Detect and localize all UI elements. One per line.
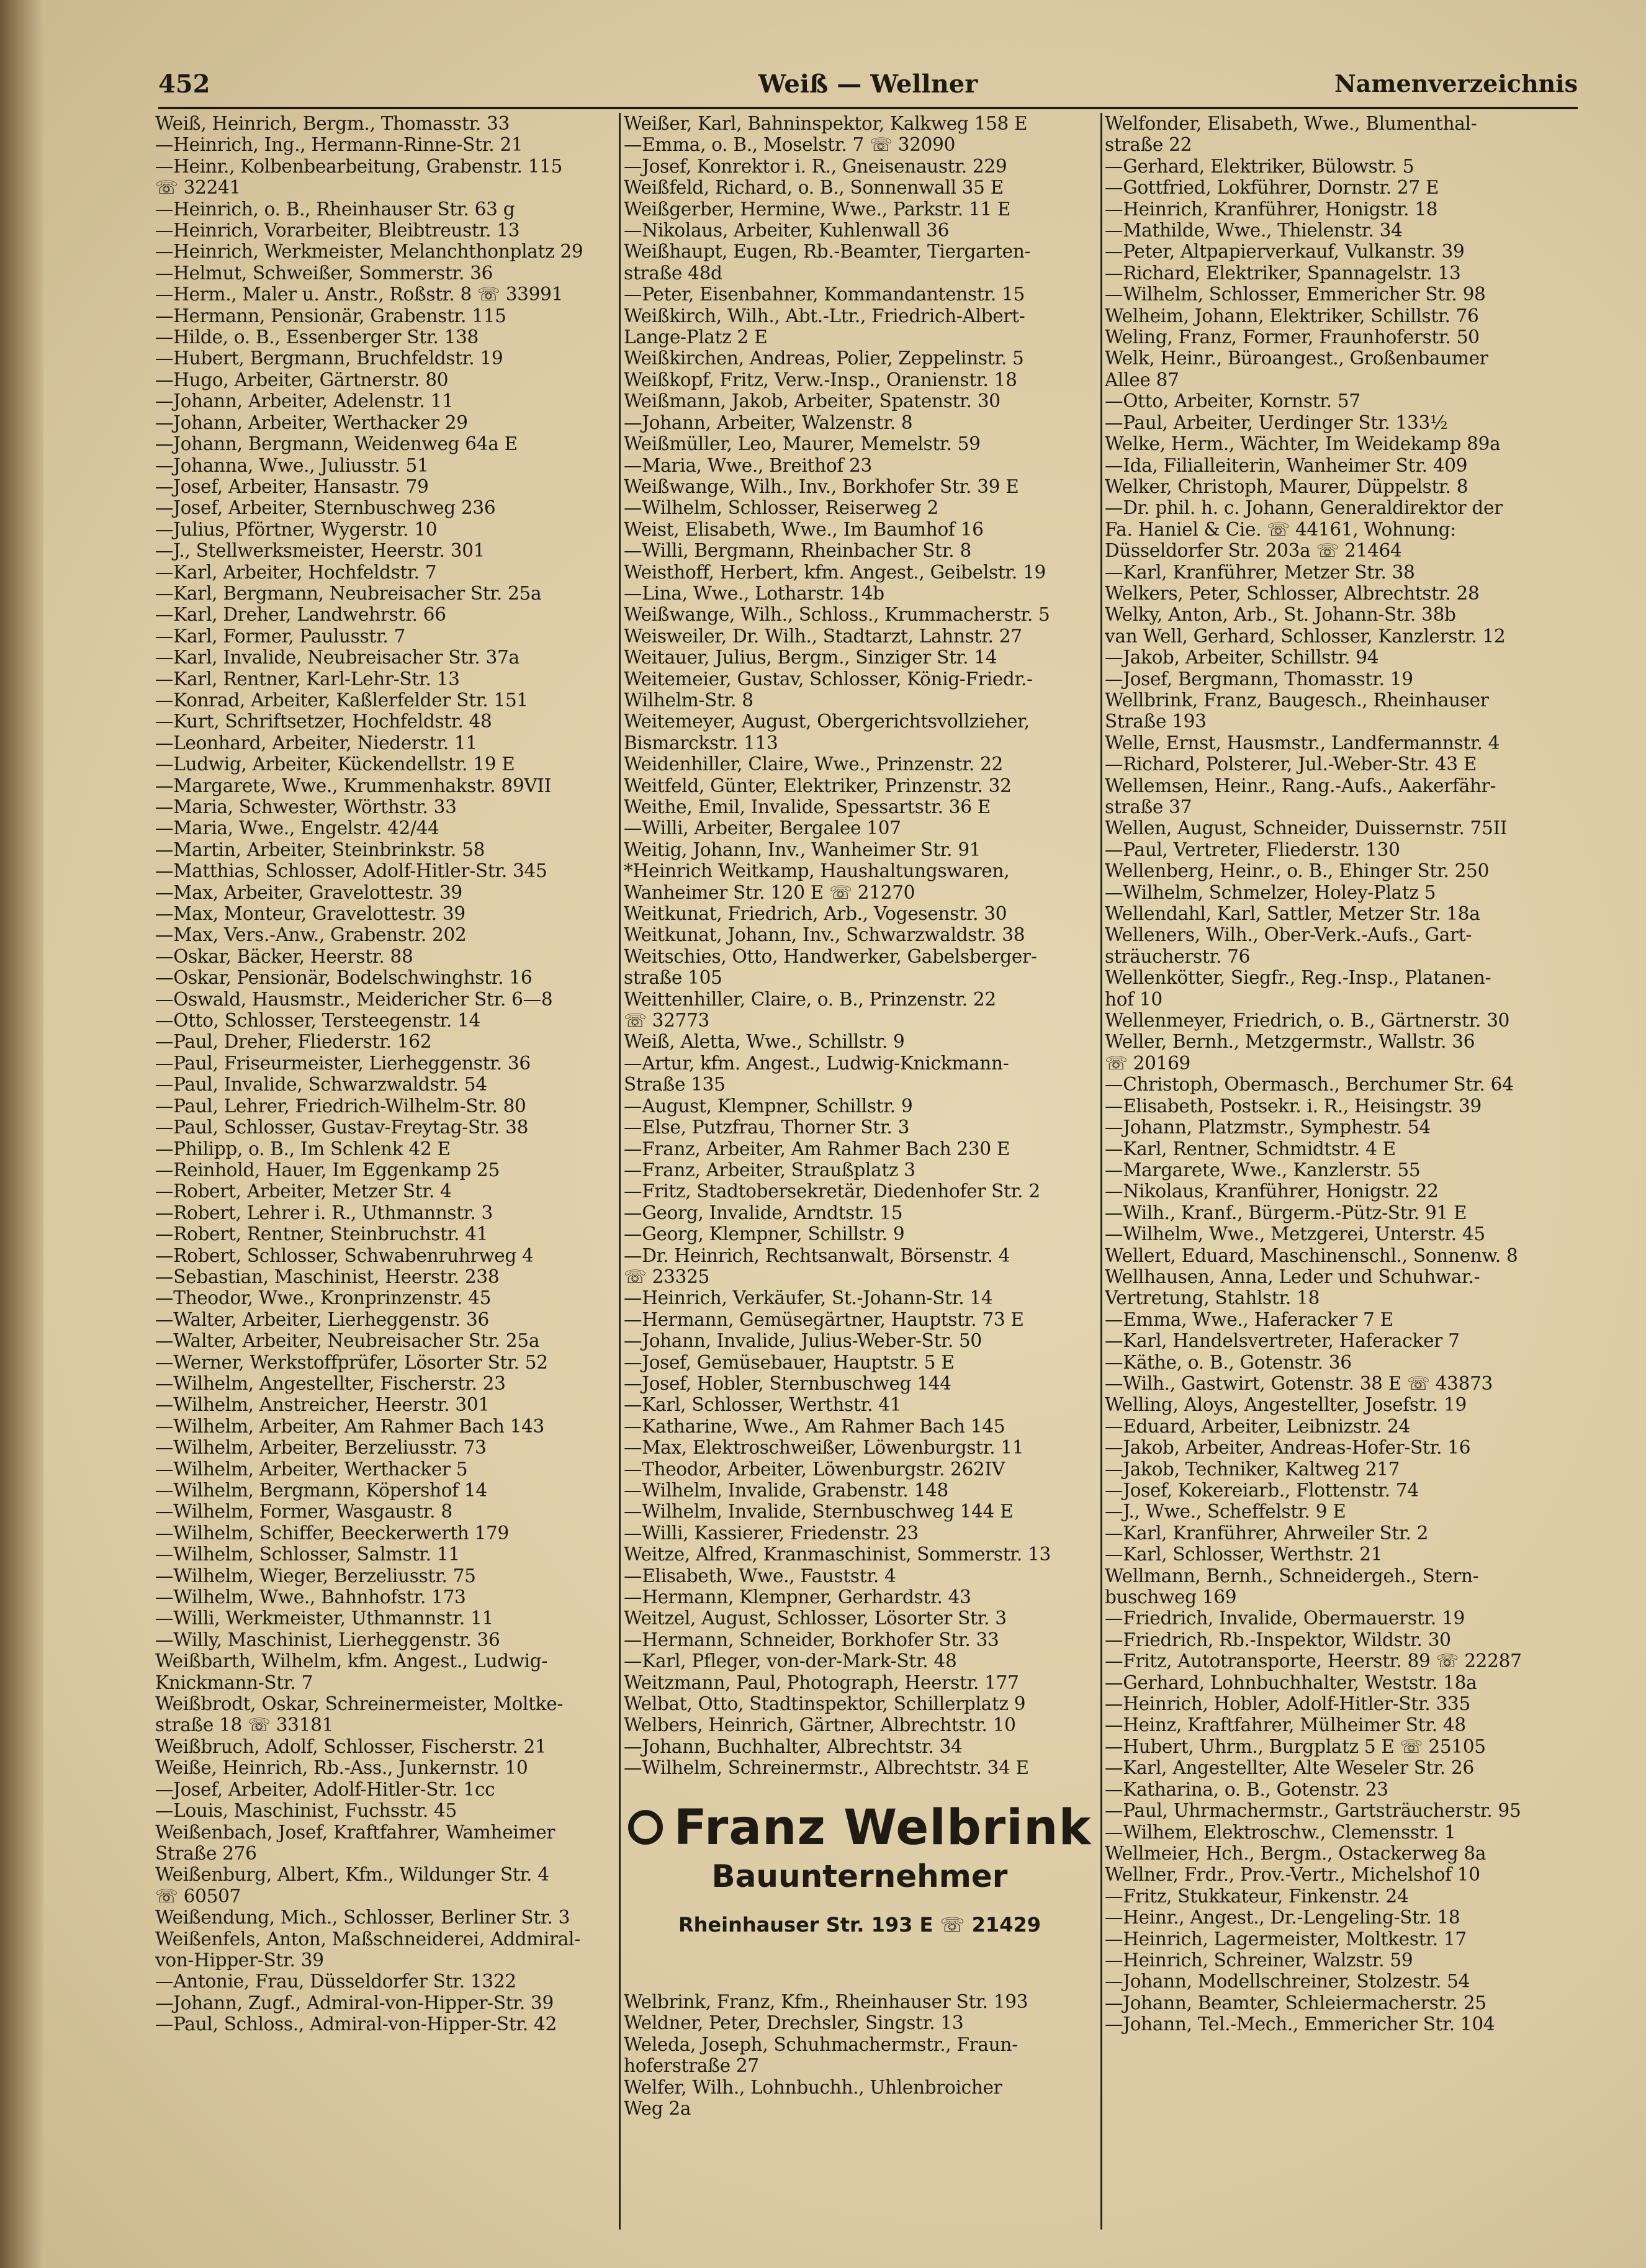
directory-entry: Welke, Herm., Wächter, Im Weidekamp 89a (1105, 433, 1501, 455)
column-2-continued (624, 1991, 1102, 2119)
name-range: Weiß — Wellner (758, 70, 978, 99)
directory-entry: Weitauer, Julius, Bergm., Sinziger Str. 14 (624, 647, 997, 668)
directory-entry: —Sebastian, Maschinist, Heerstr. 238 (155, 1266, 500, 1287)
directory-entry: —Hermann, Gemüsegärtner, Hauptstr. 73 E (624, 1308, 1024, 1330)
directory-entry: —Robert, Arbeiter, Metzer Str. 4 (155, 1181, 452, 1202)
directory-entry: —Wilhelm, Invalide, Grabenstr. 148 (624, 1480, 948, 1501)
directory-entry: —Louis, Maschinist, Fuchsstr. 45 (155, 1800, 457, 1822)
directory-entry: —Max, Monteur, Gravelottestr. 39 (155, 903, 465, 925)
directory-entry: —Karl, Pfleger, von-der-Mark-Str. 48 (624, 1650, 957, 1672)
directory-entry: —Reinhold, Hauer, Im Eggenkamp 25 (155, 1159, 500, 1181)
column-3 (1105, 113, 1583, 2035)
directory-entry: —Paul, Vertreter, Fliederstr. 130 (1105, 839, 1400, 860)
directory-entry: Düsseldorfer Str. 203a ☏ 21464 (1105, 540, 1402, 562)
directory-entry: —Fritz, Autotransporte, Heerstr. 89 ☏ 22287 (1105, 1650, 1522, 1672)
directory-entry: —Robert, Schlosser, Schwabenruhrweg 4 (155, 1244, 534, 1266)
directory-entry: Weißfeld, Richard, o. B., Sonnenwall 35 E (624, 177, 1004, 199)
directory-entry: Welbat, Otto, Stadtinspektor, Schillerplatz 9 (624, 1693, 1026, 1715)
directory-entry: —Josef, Arbeiter, Sternbuschweg 236 (155, 497, 496, 519)
directory-entry: —Gerhard, Elektriker, Bülowstr. 5 (1105, 155, 1414, 177)
directory-entry: —Wilhelm, Schreinermstr., Albrechtstr. 34 E (624, 1757, 1029, 1779)
directory-entry: —Mathilde, Wwe., Thielenstr. 34 (1105, 220, 1403, 241)
directory-entry: —Else, Putzfrau, Thorner Str. 3 (624, 1117, 910, 1138)
directory-entry: Weisweiler, Dr. Wilh., Stadtarzt, Lahnstr. 27 (624, 625, 1022, 647)
directory-entry: —Friedrich, Invalide, Obermauerstr. 19 (1105, 1608, 1465, 1629)
directory-entry: —Theodor, Arbeiter, Löwenburgstr. 262IV (624, 1458, 1005, 1480)
directory-entry: ☏ 23325 (624, 1266, 710, 1287)
directory-entry: —Heinrich, Verkäufer, St.-Johann-Str. 14 (624, 1287, 993, 1309)
directory-entry: —Heinz, Kraftfahrer, Mülheimer Str. 48 (1105, 1714, 1466, 1736)
directory-entry: Weitzel, August, Schlosser, Lösorter Str. 3 (624, 1608, 1007, 1629)
directory-entry: —Willy, Maschinist, Lierheggenstr. 36 (155, 1629, 500, 1650)
directory-entry: —Paul, Lehrer, Friedrich-Wilhelm-Str. 80 (155, 1095, 526, 1117)
directory-entry: Weidenhiller, Claire, Wwe., Prinzenstr. 22 (624, 754, 1003, 775)
directory-entry: —Wilhelm, Arbeiter, Am Rahmer Bach 143 (155, 1415, 545, 1437)
binding-edge (0, 0, 43, 2268)
directory-entry: —Leonhard, Arbeiter, Niederstr. 11 (155, 732, 477, 754)
directory-entry: Wellendahl, Karl, Sattler, Metzer Str. 18a (1105, 903, 1480, 925)
directory-entry: ☏ 20169 (1105, 1052, 1191, 1074)
directory-entry: Weißenfels, Anton, Maßschneiderei, Addmiral- (155, 1928, 580, 1950)
directory-entry: Weißmann, Jakob, Arbeiter, Spatenstr. 30 (624, 390, 1001, 412)
directory-entry: —Emma, o. B., Moselstr. 7 ☏ 32090 (624, 134, 956, 156)
directory-entry: Weißwange, Wilh., Inv., Borkhofer Str. 39 E (624, 475, 1019, 497)
directory-entry: van Well, Gerhard, Schlosser, Kanzlerstr. 12 (1105, 625, 1506, 647)
directory-entry: Welfonder, Elisabeth, Wwe., Blumenthal- (1105, 113, 1477, 134)
directory-entry: —Wilhelm, Wwe., Metzgerei, Unterstr. 45 (1105, 1223, 1485, 1245)
directory-entry: Wellenkötter, Siegfr., Reg.-Insp., Platanen- (1105, 967, 1491, 989)
directory-entry: —Karl, Rentner, Karl-Lehr-Str. 13 (155, 668, 460, 690)
directory-entry: —Johann, Buchhalter, Albrechtstr. 34 (624, 1735, 963, 1757)
directory-entry: —Heinrich, Werkmeister, Melanchthonplatz 29 (155, 241, 583, 263)
directory-entry: —Karl, Handelsvertreter, Haferacker 7 (1105, 1330, 1460, 1352)
directory-entry: Weiße, Heinrich, Rb.-Ass., Junkernstr. 10 (155, 1757, 528, 1779)
directory-entry: —Oswald, Hausmstr., Meidericher Str. 6—8 (155, 988, 553, 1010)
directory-entry: —Josef, Hobler, Sternbuschweg 144 (624, 1372, 951, 1394)
directory-entry: —Wilh., Gastwirt, Gotenstr. 38 E ☏ 43873 (1105, 1372, 1493, 1394)
directory-entry: —Johann, Zugf., Admiral-von-Hipper-Str. 39 (155, 1992, 554, 2014)
directory-entry: —Margarete, Wwe., Krummenhakstr. 89VII (155, 775, 552, 796)
directory-entry: Weißendung, Mich., Schlosser, Berliner Str. 3 (155, 1907, 570, 1928)
directory-entry: —Otto, Schlosser, Tersteegenstr. 14 (155, 1010, 481, 1032)
directory-entry: —Wilhelm, Former, Wasgaustr. 8 (155, 1501, 452, 1523)
directory-entry: —August, Klempner, Schillstr. 9 (624, 1095, 913, 1117)
directory-entry: —Karl, Schlosser, Werthstr. 41 (624, 1394, 902, 1416)
directory-entry: —Karl, Arbeiter, Hochfeldstr. 7 (155, 561, 437, 583)
directory-entry: —Matthias, Schlosser, Adolf-Hitler-Str. 345 (155, 860, 547, 882)
directory-entry: —Philipp, o. B., Im Schlenk 42 E (155, 1138, 451, 1159)
directory-entry: straße 37 (1105, 796, 1192, 817)
directory-entry: Weitig, Johann, Inv., Wanheimer Str. 91 (624, 839, 981, 860)
directory-entry: —Walter, Arbeiter, Neubreisacher Str. 25a (155, 1330, 540, 1352)
directory-entry: Weißkirchen, Andreas, Polier, Zeppelinstr. 5 (624, 348, 1024, 369)
directory-entry: Wellenberg, Heinr., o. B., Ehinger Str. 250 (1105, 860, 1490, 882)
directory-entry: Welfer, Wilh., Lohnbuchh., Uhlenbroicher (624, 2076, 1002, 2098)
directory-entry: —Richard, Polsterer, Jul.-Weber-Str. 43 E (1105, 754, 1477, 775)
directory-entry: Bismarckstr. 113 (624, 732, 778, 754)
directory-entry: Wellemsen, Heinr., Rang.-Aufs., Aakerfähr- (1105, 775, 1496, 796)
directory-entry: —Emma, Wwe., Haferacker 7 E (1105, 1308, 1393, 1330)
ad-firm-name (621, 1800, 1099, 1856)
directory-entry: —Margarete, Wwe., Kanzlerstr. 55 (1105, 1159, 1421, 1181)
directory-entry: Wellhausen, Anna, Leder und Schuhwar.- (1105, 1266, 1480, 1287)
directory-entry: —Karl, Kranführer, Ahrweiler Str. 2 (1105, 1522, 1429, 1544)
directory-entry: —Herm., Maler u. Anstr., Roßstr. 8 ☏ 33991 (155, 284, 564, 305)
directory-entry: —Gerhard, Lohnbuchhalter, Weststr. 18a (1105, 1672, 1477, 1693)
directory-entry: —Karl, Kranführer, Metzer Str. 38 (1105, 561, 1415, 583)
directory-entry: straße 105 (624, 967, 722, 989)
directory-entry: —Max, Arbeiter, Gravelottestr. 39 (155, 881, 462, 903)
directory-entry: —Paul, Friseurmeister, Lierheggenstr. 36 (155, 1052, 531, 1074)
directory-entry: —Paul, Dreher, Fliederstr. 162 (155, 1031, 432, 1053)
directory-entry: —Hugo, Arbeiter, Gärtnerstr. 80 (155, 369, 449, 390)
directory-entry: —Johann, Modellschreiner, Stolzestr. 54 (1105, 1971, 1470, 1992)
directory-entry: Weg 2a (624, 2098, 691, 2120)
directory-entry: Weißwange, Wilh., Schloss., Krummacherstr. 5 (624, 604, 1050, 626)
directory-entry: —Wilhelm, Bergmann, Köpershof 14 (155, 1480, 487, 1501)
directory-entry: —Hermann, Pensionär, Grabenstr. 115 (155, 305, 506, 326)
directory-entry: —Peter, Altpapierverkauf, Vulkanstr. 39 (1105, 241, 1465, 263)
directory-entry: Weißkirch, Wilh., Abt.-Ltr., Friedrich-Albert- (624, 305, 1025, 326)
directory-entry: —Wilhelm, Schlosser, Salmstr. 11 (155, 1544, 460, 1565)
directory-entry: Knickmann-Str. 7 (155, 1672, 313, 1693)
directory-entry: —Wilh., Kranf., Bürgerm.-Pütz-Str. 91 E (1105, 1202, 1467, 1223)
directory-entry: —Johann, Arbeiter, Werthacker 29 (155, 412, 468, 433)
directory-entry: —Karl, Invalide, Neubreisacher Str. 37a (155, 647, 519, 668)
directory-entry: Weitze, Alfred, Kranmaschinist, Sommerstr. 13 (624, 1544, 1051, 1565)
directory-entry: von-Hipper-Str. 39 (155, 1949, 324, 1971)
directory-entry: —Johann, Tel.-Mech., Emmericher Str. 104 (1105, 2014, 1495, 2035)
directory-entry: —Jakob, Arbeiter, Schillstr. 94 (1105, 647, 1379, 668)
directory-entry: —Josef, Arbeiter, Adolf-Hitler-Str. 1cc (155, 1778, 495, 1800)
directory-entry: —Josef, Gemüsebauer, Hauptstr. 5 E (624, 1351, 955, 1373)
directory-entry: Wellenmeyer, Friedrich, o. B., Gärtnerstr. 30 (1105, 1010, 1510, 1032)
directory-entry: Wellmeier, Hch., Bergm., Ostackerweg 8a (1105, 1842, 1486, 1864)
directory-entry: Weißer, Karl, Bahninspektor, Kalkweg 158 E (624, 113, 1028, 134)
directory-entry: sträucherstr. 76 (1105, 945, 1251, 967)
directory-entry: ☏ 32241 (155, 177, 241, 199)
directory-entry: Welkers, Peter, Schlosser, Albrechtstr. 28 (1105, 582, 1480, 604)
directory-entry: —Otto, Arbeiter, Kornstr. 57 (1105, 390, 1360, 412)
directory-entry: Weiß, Heinrich, Bergm., Thomasstr. 33 (155, 113, 510, 134)
directory-entry: Welker, Christoph, Maurer, Düppelstr. 8 (1105, 475, 1468, 497)
directory-entry: —Artur, kfm. Angest., Ludwig-Knickmann- (624, 1052, 1009, 1074)
directory-entry: Welbrink, Franz, Kfm., Rheinhauser Str. 193 (624, 1991, 1028, 2012)
directory-entry: Welling, Aloys, Angestellter, Josefstr. 19 (1105, 1394, 1467, 1416)
directory-entry: —Heinrich, Lagermeister, Moltkestr. 17 (1105, 1928, 1467, 1950)
directory-entry: —Karl, Bergmann, Neubreisacher Str. 25a (155, 582, 542, 604)
directory-entry: —Eduard, Arbeiter, Leibnizstr. 24 (1105, 1415, 1410, 1437)
directory-entry: —Wilhelm, Schmelzer, Holey-Platz 5 (1105, 881, 1436, 903)
directory-entry: —Kurt, Schriftsetzer, Hochfeldstr. 48 (155, 711, 492, 732)
directory-entry: —Johann, Platzmstr., Symphestr. 54 (1105, 1117, 1431, 1138)
directory-entry: —Robert, Lehrer i. R., Uthmannstr. 3 (155, 1202, 493, 1223)
directory-entry: —Josef, Kokereiarb., Flottenstr. 74 (1105, 1480, 1419, 1501)
directory-entry: Weißenburg, Albert, Kfm., Wildunger Str. 4 (155, 1864, 549, 1886)
directory-entry: Wilhelm-Str. 8 (624, 689, 753, 711)
section-title: Namenverzeichnis (1334, 70, 1578, 97)
directory-entry: —J., Stellwerksmeister, Heerstr. 301 (155, 540, 485, 562)
directory-entry: Straße 193 (1105, 711, 1207, 732)
directory-entry: Weitkunat, Johann, Inv., Schwarzwaldstr. 38 (624, 924, 1025, 946)
directory-entry: —Willi, Bergmann, Rheinbacher Str. 8 (624, 540, 971, 562)
directory-entry: —Hubert, Uhrm., Burgplatz 5 E ☏ 25105 (1105, 1735, 1486, 1757)
directory-entry: —Oskar, Bäcker, Heerstr. 88 (155, 945, 413, 967)
directory-entry: —Heinrich, o. B., Rheinhauser Str. 63 g (155, 198, 515, 220)
directory-entry: —Wilhelm, Wwe., Bahnhofstr. 173 (155, 1586, 466, 1608)
directory-entry: —Lina, Wwe., Lotharstr. 14b (624, 582, 884, 604)
directory-entry: —Heinrich, Vorarbeiter, Bleibtreustr. 13 (155, 220, 520, 241)
directory-entry: Allee 87 (1105, 369, 1179, 390)
directory-entry: —Werner, Werkstoffprüfer, Lösorter Str. 52 (155, 1351, 548, 1373)
directory-entry: Wellen, August, Schneider, Duissernstr. 75II (1105, 817, 1508, 839)
directory-entry: —Gottfried, Lokführer, Dornstr. 27 E (1105, 177, 1439, 199)
directory-entry: —Ida, Filialleiterin, Wanheimer Str. 409 (1105, 454, 1468, 476)
directory-entry: Wellbrink, Franz, Baugesch., Rheinhauser (1105, 689, 1489, 711)
directory-entry: Weittenhiller, Claire, o. B., Prinzenstr. 22 (624, 988, 996, 1010)
directory-entry: —Johann, Bergmann, Weidenweg 64a E (155, 433, 518, 455)
directory-entry: —Wilhelm, Schlosser, Emmericher Str. 98 (1105, 284, 1486, 305)
directory-entry: —Antonie, Frau, Düsseldorfer Str. 1322 (155, 1971, 516, 1992)
directory-entry: —Heinrich, Kranführer, Honigstr. 18 (1105, 198, 1438, 220)
directory-entry: Weitkunat, Friedrich, Arb., Vogesenstr. 30 (624, 903, 1007, 925)
directory-entry: —Katharina, o. B., Gotenstr. 23 (1105, 1778, 1388, 1800)
ad-firm-text: Franz Welbrink (673, 1800, 1092, 1856)
directory-entry: Weldner, Peter, Drechsler, Singstr. 13 (624, 2012, 964, 2034)
directory-entry: —Martin, Arbeiter, Steinbrinkstr. 58 (155, 839, 485, 860)
page-number: 452 (158, 70, 210, 99)
directory-entry: *Heinrich Weitkamp, Haushaltungswaren, (624, 860, 1010, 882)
directory-entry: —Heinrich, Ing., Hermann-Rinne-Str. 21 (155, 134, 523, 156)
directory-entry: —Hermann, Schneider, Borkhofer Str. 33 (624, 1629, 999, 1650)
directory-entry: straße 18 ☏ 33181 (155, 1714, 334, 1736)
directory-entry: Welbers, Heinrich, Gärtner, Albrechtstr. 10 (624, 1714, 1016, 1736)
directory-entry: —Johanna, Wwe., Juliusstr. 51 (155, 454, 429, 476)
directory-entry: —Helmut, Schweißer, Sommerstr. 36 (155, 262, 493, 284)
directory-entry: —Fritz, Stadtobersekretär, Diedenhofer Str. 2 (624, 1181, 1040, 1202)
directory-entry: —Josef, Arbeiter, Hansastr. 79 (155, 475, 429, 497)
directory-entry: —Maria, Wwe., Engelstr. 42/44 (155, 817, 439, 839)
directory-entry: —Karl, Schlosser, Werthstr. 21 (1105, 1544, 1383, 1565)
directory-entry: Wanheimer Str. 120 E ☏ 21270 (624, 881, 915, 903)
directory-entry: —Wilhelm, Schlosser, Reiserweg 2 (624, 497, 939, 519)
directory-entry: Weist, Elisabeth, Wwe., Im Baumhof 16 (624, 518, 984, 540)
directory-entry: —Hermann, Klempner, Gerhardstr. 43 (624, 1586, 971, 1608)
directory-entry: —Richard, Elektriker, Spannagelstr. 13 (1105, 262, 1461, 284)
directory-entry: Fa. Haniel & Cie. ☏ 44161, Wohnung: (1105, 518, 1456, 540)
directory-entry: —Wilhelm, Angestellter, Fischerstr. 23 (155, 1372, 506, 1394)
directory-entry: straße 22 (1105, 134, 1192, 156)
directory-entry: hof 10 (1105, 988, 1163, 1010)
directory-entry: Weleda, Joseph, Schuhmachermstr., Fraun- (624, 2033, 1018, 2055)
directory-entry: —Wilhelm, Anstreicher, Heerstr. 301 (155, 1394, 490, 1416)
directory-entry: Weißmüller, Leo, Maurer, Memelstr. 59 (624, 433, 981, 455)
directory-entry: —Josef, Konrektor i. R., Gneisenaustr. 229 (624, 155, 1007, 177)
directory-entry: —Jakob, Arbeiter, Andreas-Hofer-Str. 16 (1105, 1437, 1471, 1459)
directory-entry: —Theodor, Wwe., Kronprinzenstr. 45 (155, 1287, 492, 1309)
directory-entry: —Georg, Invalide, Arndtstr. 15 (624, 1202, 903, 1223)
directory-entry: hoferstraße 27 (624, 2055, 759, 2077)
directory-entry: —Willi, Arbeiter, Bergalee 107 (624, 817, 901, 839)
directory-entry: Weitemeyer, August, Obergerichtsvollzieher, (624, 711, 1030, 732)
directory-entry: —Julius, Pförtner, Wygerstr. 10 (155, 518, 438, 540)
directory-entry: —Wilhelm, Arbeiter, Werthacker 5 (155, 1458, 468, 1480)
directory-entry: —J., Wwe., Scheffelstr. 9 E (1105, 1501, 1346, 1523)
directory-entry: —Hilde, o. B., Essenberger Str. 138 (155, 326, 479, 348)
directory-entry: —Walter, Arbeiter, Lierheggenstr. 36 (155, 1308, 489, 1330)
directory-entry: Weißbrodt, Oskar, Schreinermeister, Moltke- (155, 1693, 564, 1715)
directory-entry: Weisthoff, Herbert, kfm. Angest., Geibelstr. 19 (624, 561, 1046, 583)
page-header (158, 70, 1578, 113)
directory-entry: —Max, Vers.-Anw., Grabenstr. 202 (155, 924, 467, 946)
directory-entry: —Johann, Arbeiter, Walzenstr. 8 (624, 412, 913, 433)
directory-entry: —Nikolaus, Arbeiter, Kuhlenwall 36 (624, 220, 950, 241)
directory-entry: —Elisabeth, Postsekr. i. R., Heisingstr. 39 (1105, 1095, 1482, 1117)
directory-entry: buschweg 169 (1105, 1586, 1237, 1608)
directory-entry: Lange-Platz 2 E (624, 326, 768, 348)
directory-entry: Weißhaupt, Eugen, Rb.-Beamter, Tiergarten- (624, 241, 1031, 263)
directory-entry: Welky, Anton, Arb., St. Johann-Str. 38b (1105, 604, 1456, 626)
ad-address: Rheinhauser Str. 193 E ☏ 21429 (678, 1913, 1041, 1937)
directory-entry: —Max, Elektroschweißer, Löwenburgstr. 11 (624, 1437, 1024, 1459)
directory-entry: Welle, Ernst, Hausmstr., Landfermannstr. 4 (1105, 732, 1500, 754)
directory-entry: —Heinr., Kolbenbearbeitung, Grabenstr. 115 (155, 155, 563, 177)
directory-entry: Vertretung, Stahlstr. 18 (1105, 1287, 1320, 1309)
directory-entry: —Oskar, Pensionär, Bodelschwinghstr. 16 (155, 967, 533, 989)
directory-entry: Weißenbach, Josef, Kraftfahrer, Wamheimer (155, 1821, 555, 1843)
directory-entry: —Willi, Werkmeister, Uthmannstr. 11 (155, 1608, 494, 1629)
directory-entry: —Jakob, Techniker, Kaltweg 217 (1105, 1458, 1400, 1480)
directory-entry: —Wilhelm, Arbeiter, Berzeliusstr. 73 (155, 1437, 487, 1459)
directory-entry: Wellner, Frdr., Prov.-Vertr., Michelshof 10 (1105, 1864, 1480, 1886)
directory-entry: Weling, Franz, Former, Fraunhoferstr. 50 (1105, 326, 1480, 348)
directory-entry: ☏ 60507 (155, 1885, 241, 1907)
directory-entry: —Maria, Schwester, Wörthstr. 33 (155, 796, 457, 817)
directory-entry: —Karl, Angestellter, Alte Weseler Str. 26 (1105, 1757, 1475, 1779)
directory-entry: —Paul, Arbeiter, Uerdinger Str. 133½ (1105, 412, 1448, 433)
directory-entry: —Karl, Rentner, Schmidtstr. 4 E (1105, 1138, 1396, 1159)
directory-entry: —Franz, Arbeiter, Straußplatz 3 (624, 1159, 915, 1181)
column-2 (624, 113, 1105, 1779)
directory-entry: —Heinrich, Schreiner, Walzstr. 59 (1105, 1949, 1413, 1971)
directory-entry: straße 48d (624, 262, 722, 284)
directory-entry: —Wilhelm, Wieger, Berzeliusstr. 75 (155, 1565, 476, 1586)
directory-entry: Wellert, Eduard, Maschinenschl., Sonnenw. 8 (1105, 1244, 1518, 1266)
directory-entry: Weißkopf, Fritz, Verw.-Insp., Oranienstr. 18 (624, 369, 1017, 390)
directory-entry: —Georg, Klempner, Schillstr. 9 (624, 1223, 905, 1245)
directory-entry: —Paul, Schloss., Admiral-von-Hipper-Str. 42 (155, 2014, 557, 2035)
directory-entry: Weißbruch, Adolf, Schlosser, Fischerstr. 21 (155, 1735, 547, 1757)
directory-entry: Welheim, Johann, Elektriker, Schillstr. 76 (1105, 305, 1479, 326)
directory-entry: —Johann, Arbeiter, Adelenstr. 11 (155, 390, 454, 412)
directory-entry: —Robert, Rentner, Steinbruchstr. 41 (155, 1223, 488, 1245)
directory-entry: —Friedrich, Rb.-Inspektor, Wildstr. 30 (1105, 1629, 1451, 1650)
directory-entry: Welk, Heinr., Büroangest., Großenbaumer (1105, 348, 1488, 369)
directory-entry: Straße 135 (624, 1074, 726, 1096)
ad-trade: Bauunternehmer (711, 1858, 1008, 1894)
directory-entry: —Nikolaus, Kranführer, Honigstr. 22 (1105, 1181, 1439, 1202)
directory-entry: —Katharine, Wwe., Am Rahmer Bach 145 (624, 1415, 1005, 1437)
advertisement (621, 1788, 1099, 1968)
directory-entry: Straße 276 (155, 1842, 257, 1864)
directory-entry: —Franz, Arbeiter, Am Rahmer Bach 230 E (624, 1138, 1010, 1159)
directory-entry: Weller, Bernh., Metzgermstr., Wallstr. 36 (1105, 1031, 1475, 1053)
firm-logo-icon (628, 1810, 663, 1845)
directory-entry: —Wilhem, Elektroschw., Clemensstr. 1 (1105, 1821, 1456, 1843)
directory-entry: —Käthe, o. B., Gotenstr. 36 (1105, 1351, 1352, 1373)
directory-entry: —Wilhelm, Schiffer, Beeckerwerth 179 (155, 1522, 509, 1544)
directory-entry: —Fritz, Stukkateur, Finkenstr. 24 (1105, 1885, 1409, 1907)
directory-entry: —Josef, Bergmann, Thomasstr. 19 (1105, 668, 1413, 690)
directory-entry: Weitschies, Otto, Handwerker, Gabelsberger- (624, 945, 1037, 967)
directory-entry: —Konrad, Arbeiter, Kaßlerfelder Str. 151 (155, 689, 528, 711)
directory-entry: Welleners, Wilh., Ober-Verk.-Aufs., Gart- (1105, 924, 1472, 946)
directory-entry: Weißgerber, Hermine, Wwe., Parkstr. 11 E (624, 198, 1011, 220)
directory-entry: ☏ 32773 (624, 1010, 710, 1032)
directory-entry: —Karl, Former, Paulusstr. 7 (155, 625, 406, 647)
directory-entry: Weitzmann, Paul, Photograph, Heerstr. 177 (624, 1672, 1019, 1693)
directory-entry: —Wilhelm, Invalide, Sternbuschweg 144 E (624, 1501, 1014, 1523)
directory-entry: —Dr. phil. h. c. Johann, Generaldirektor der (1105, 497, 1503, 519)
directory-entry: —Maria, Wwe., Breithof 23 (624, 454, 872, 476)
directory-entry: Weiß, Aletta, Wwe., Schillstr. 9 (624, 1031, 905, 1053)
column-1 (155, 113, 618, 2035)
directory-entry: Weitemeier, Gustav, Schlosser, König-Friedr.- (624, 668, 1033, 690)
directory-entry: Weitfeld, Günter, Elektriker, Prinzenstr. 32 (624, 775, 1012, 796)
directory-entry: —Paul, Invalide, Schwarzwaldstr. 54 (155, 1074, 487, 1096)
directory-entry: —Christoph, Obermasch., Berchumer Str. 64 (1105, 1074, 1514, 1096)
header-rule (158, 107, 1578, 109)
directory-entry: —Karl, Dreher, Landwehrstr. 66 (155, 604, 446, 626)
directory-entry: —Paul, Uhrmachermstr., Gartsträucherstr. 95 (1105, 1800, 1521, 1822)
directory-entry: —Elisabeth, Wwe., Fauststr. 4 (624, 1565, 896, 1586)
directory-entry: —Heinr., Angest., Dr.-Lengeling-Str. 18 (1105, 1907, 1460, 1928)
directory-entry: —Dr. Heinrich, Rechtsanwalt, Börsenstr. 4 (624, 1244, 1010, 1266)
directory-entry: —Johann, Invalide, Julius-Weber-Str. 50 (624, 1330, 982, 1352)
directory-entry: —Willi, Kassierer, Friedenstr. 23 (624, 1522, 919, 1544)
directory-entry: Wellmann, Bernh., Schneidergeh., Stern- (1105, 1565, 1479, 1586)
directory-entry: —Paul, Schlosser, Gustav-Freytag-Str. 38 (155, 1117, 529, 1138)
directory-entry: —Hubert, Bergmann, Bruchfeldstr. 19 (155, 348, 503, 369)
directory-entry: Weißbarth, Wilhelm, kfm. Angest., Ludwig- (155, 1650, 547, 1672)
directory-entry: —Heinrich, Hobler, Adolf-Hitler-Str. 335 (1105, 1693, 1470, 1715)
directory-entry: Weithe, Emil, Invalide, Spessartstr. 36 E (624, 796, 991, 817)
directory-entry: —Ludwig, Arbeiter, Kückendellstr. 19 E (155, 754, 515, 775)
directory-entry: —Peter, Eisenbahner, Kommandantenstr. 15 (624, 284, 1025, 305)
directory-entry: —Johann, Beamter, Schleiermacherstr. 25 (1105, 1992, 1486, 2014)
